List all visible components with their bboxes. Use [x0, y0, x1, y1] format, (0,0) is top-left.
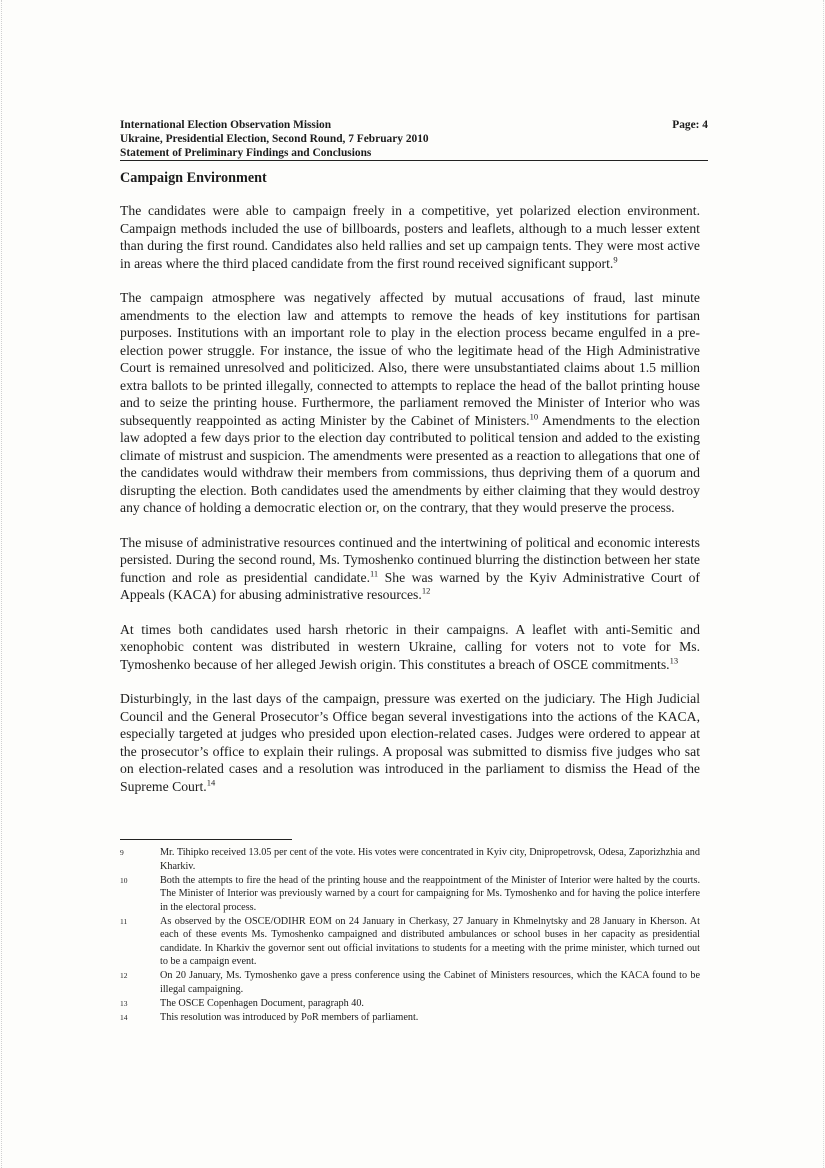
- footnote: [120, 997, 700, 1011]
- footnote-ref[interactable]: 14: [206, 776, 216, 787]
- footnote-ref[interactable]: 11: [370, 567, 379, 578]
- footnote: [120, 969, 700, 996]
- body-text: [120, 202, 700, 812]
- footnote-number: 12: [120, 971, 128, 980]
- footnote: [120, 1011, 700, 1025]
- footnote-ref[interactable]: 9: [613, 253, 618, 264]
- paragraph-2: The campaign atmosphere was negatively affected by mutual accusations of fraud, last minute amendments to the election law and attempts to remove the heads of key institutions for partisan purposes. Institutions with an important role to play in the election process became engulfed in a pre-election power struggle. For instance, the issue of who the legitimate head of the High Administrative Court is remained unresolved and politicized. Also, there were unsubstantiated claims about 1.5 million extra ballots to be printed illegally, connected to attempts to replace the head of the ballot printing house and to seize the printing house. Furthermore, the parliament removed the Minister of Interior who was subsequently reappointed as acting Minister by the Cabinet of Ministers.$^{10}$ Amendments to the election law adopted a few days prior to the election day contributed to political tension and added to the existing climate of mistrust and suspicion. The amendments were presented as a reaction to allegations that one of the candidates would withdraw their members from commissions, thus depriving them of a quorum and disrupting the election. Both candidates used the amendments by either claiming that they would destroy any chance of holding a democratic election or, on the contrary, that they would preserve the process.: [120, 290, 700, 515]
- section-title: Campaign Environment: [120, 170, 267, 186]
- footnote-text: On 20 January, Ms. Tymoshenko gave a press conference using the Cabinet of Ministers resources, which the KACA found to be illegal campaigning.: [160, 970, 700, 995]
- header-rule: [120, 160, 708, 161]
- footnote-text: Mr. Tihipko received 13.05 per cent of the vote. His votes were concentrated in Kyiv city, Dnipropetrovsk, Odesa, Zaporizhzhia and Kharkiv.: [160, 847, 700, 872]
- footnote-number: 10: [120, 875, 128, 885]
- footnote-ref[interactable]: 13: [669, 654, 679, 665]
- page-edge-left: [1, 0, 2, 1168]
- footnote-text: Both the attempts to fire the head of the printing house and the reappointment of the Minister of Interior were halted by the courts. The Minister of Interior was previously warned by a court for campaigning for Ms. Tymoshenko and for having the police interfere in the electoral process.: [160, 874, 700, 913]
- paragraph-5: Disturbingly, in the last days of the campaign, pressure was exerted on the judiciary. The High Judicial Council and the General Prosecutor’s Office began several investigations into the actions of the KACA, especially targeted at judges who presided upon election-related cases. Judges were ordered to appear at the prosecutor’s office to explain their rulings. A proposal was submitted to dismiss five judges who sat on election-related cases and a resolution was introduced in the parliament to dismiss the Head of the Supreme Court.$^{14}$: [120, 691, 700, 794]
- footnote-text: This resolution was introduced by PoR members of parliament.: [160, 1011, 419, 1023]
- paragraph-1: The candidates were able to campaign freely in a competitive, yet polarized election environment. Campaign methods included the use of billboards, posters and leaflets, although to a much lesser extent than during the first round. Candidates also held rallies and set up campaign tents. They were most active in areas where the third placed candidate from the first round received significant support.$^9$: [120, 203, 700, 271]
- footnote-number: 14: [120, 1012, 128, 1022]
- footnote-number: 13: [120, 998, 128, 1008]
- footnote-number: 11: [120, 916, 128, 926]
- paragraph-4: At times both candidates used harsh rhetoric in their campaigns. A leaflet with anti-Semitic and xenophobic content was distributed in western Ukraine, calling for voters not to vote for Ms. Tymoshenko because of her alleged Jewish origin. This constitutes a breach of OSCE commitments.$^{13}$: [120, 621, 700, 672]
- footnote: [120, 846, 700, 873]
- footnote: [120, 874, 700, 915]
- footnote-separator: [120, 839, 292, 840]
- footnote-number: 9: [120, 848, 124, 857]
- page-number: Page: 4: [672, 119, 708, 131]
- footnote-ref[interactable]: 10: [529, 410, 539, 421]
- footnote-text: As observed by the OSCE/ODIHR EOM on 24 January in Cherkasy, 27 January in Khmelnytsky and 28 January in Kherson. At each of these events Ms. Tymoshenko campaigned and distributed ambulances or school buses in her capacity as presidential candidate. In Kharkiv the governor sent out official invitations to students for a meeting with the prime minister, which turned out to be a campaign event.: [160, 915, 700, 967]
- header-election: Ukraine, Presidential Election, Second Round, 7 February 2010: [120, 133, 429, 145]
- footnote-text: The OSCE Copenhagen Document, paragraph 40.: [160, 997, 364, 1009]
- header-statement: Statement of Preliminary Findings and Conclusions: [120, 147, 372, 159]
- running-header: [120, 118, 708, 160]
- paragraph-3: The misuse of administrative resources continued and the intertwining of political and economic interests persisted. During the second round, Ms. Tymoshenko continued blurring the distinction between her state function and role as presidential candidate.$^{11}$ She was warned by the Kyiv Administrative Court of Appeals (KACA) for abusing administrative resources.$^{12}$: [120, 534, 700, 602]
- header-mission: International Election Observation Mission: [120, 119, 332, 131]
- page-edge-right: [823, 0, 824, 1168]
- footnote-ref[interactable]: 12: [421, 585, 431, 596]
- footnote: [120, 915, 700, 969]
- footnotes: [120, 846, 700, 1025]
